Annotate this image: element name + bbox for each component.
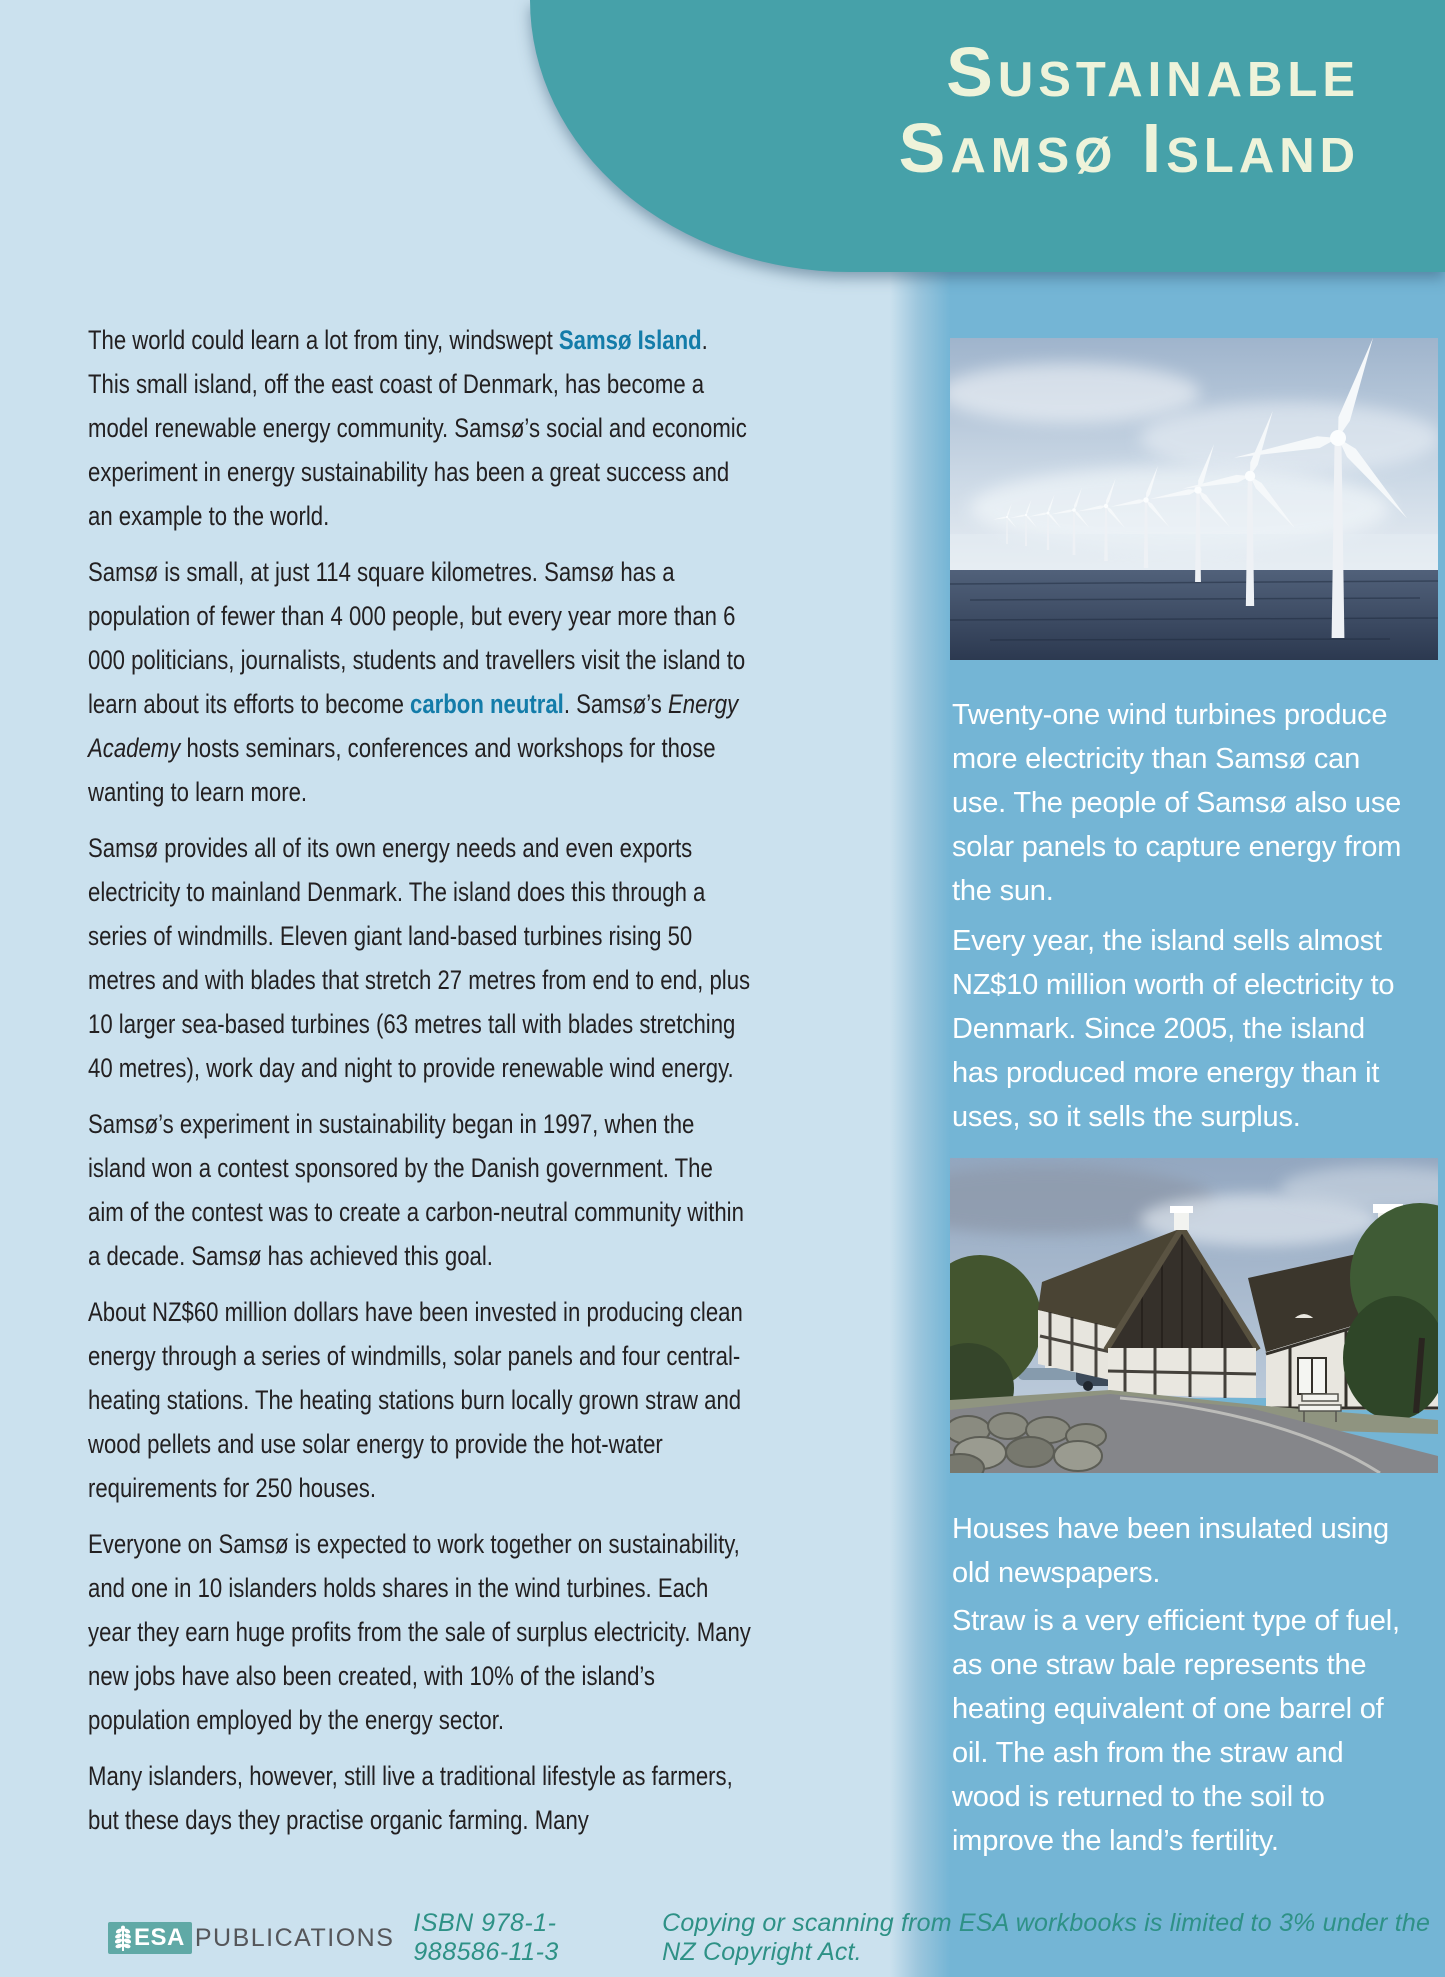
isbn-text: ISBN 978-1-988586-11-3 xyxy=(413,1909,559,1966)
wind-turbines-photo xyxy=(950,338,1438,660)
publisher-name: PUBLICATIONS xyxy=(194,1923,395,1952)
page-title-line-1: Sustainable xyxy=(946,33,1360,111)
photo-caption-4: Straw is a very efficient type of fuel, as one straw bale represents the heating equivalent of one barrel of oil. The ash from the straw and wood is returned to the soil to improve the land’s fertility. xyxy=(952,1605,1400,1857)
esa-logo-tree-icon xyxy=(115,1925,131,1951)
houses-photo xyxy=(950,1158,1438,1473)
photo-caption-3: Houses have been insulated using old newspapers. xyxy=(952,1513,1389,1589)
esa-logo xyxy=(108,1922,192,1954)
photo-caption-2: Every year, the island sells almost NZ$10 million worth of electricity to Denmark. Since 2005, the island has produced more energy than it uses, so it sells the surplus. xyxy=(952,925,1395,1133)
paragraph-6: Everyone on Samsø is expected to work together on sustainability, and one in 10 islanders holds shares in the wind turbines. Each year they earn huge profits from the sale of surplus electricity. Many new jobs have also been created, with 10% of the island’s population employed by the energy sector. xyxy=(88,1529,751,1735)
photo-caption-1: Twenty-one wind turbines produce more electricity than Samsø can use. The people of Samsø also use solar panels to capture energy from the sun. xyxy=(952,699,1402,907)
header-banner xyxy=(530,0,1445,272)
paragraph-7: Many islanders, however, still live a traditional lifestyle as farmers, but these days they practise organic farming. Many xyxy=(88,1761,733,1835)
footer xyxy=(108,1909,1445,1966)
paragraph-2: Samsø is small, at just 114 square kilometres. Samsø has a population of fewer than 4 000 people, but every year more than 6 000 politicians, journalists, students and travellers visit the island to learn about its efforts to become carbon neutral. Samsø’s Energy Academy hosts seminars, conferences and workshops for those wanting to learn more. xyxy=(88,557,746,807)
paragraph-1: The world could learn a lot from tiny, windswept Samsø Island. This small island, off the east coast of Denmark, has become a model renewable energy community. Samsø’s social and economic experiment in energy sustainability has been a great success and an example to the world. xyxy=(88,325,747,531)
paragraph-3: Samsø provides all of its own energy needs and even exports electricity to mainland Denmark. The island does this through a series of windmills. Eleven giant land-based turbines rising 50 metres and with blades that stretch 27 metres from end to end, plus 10 larger sea-based turbines (63 metres tall with blades stretching 40 metres), work day and night to provide renewable wind energy. xyxy=(88,833,751,1083)
paragraph-5: About NZ$60 million dollars have been invested in producing clean energy through a series of windmills, solar panels and four central-heating stations. The heating stations burn locally grown straw and wood pellets and use solar energy to provide the hot-water requirements for 250 houses. xyxy=(88,1297,743,1503)
copyright-notice: Copying or scanning from ESA workbooks is limited to 3% under the NZ Copyright Act. xyxy=(662,1909,1431,1966)
article-column xyxy=(88,318,752,1854)
page-title xyxy=(899,34,1360,186)
page-title-line-2: Samsø Island xyxy=(898,109,1360,187)
paragraph-4: Samsø’s experiment in sustainability began in 1997, when the island won a contest sponsored by the Danish government. The aim of the contest was to create a carbon-neutral community within a decade. Samsø has achieved this goal. xyxy=(88,1109,744,1271)
esa-logo-text: ESA xyxy=(134,1924,185,1951)
